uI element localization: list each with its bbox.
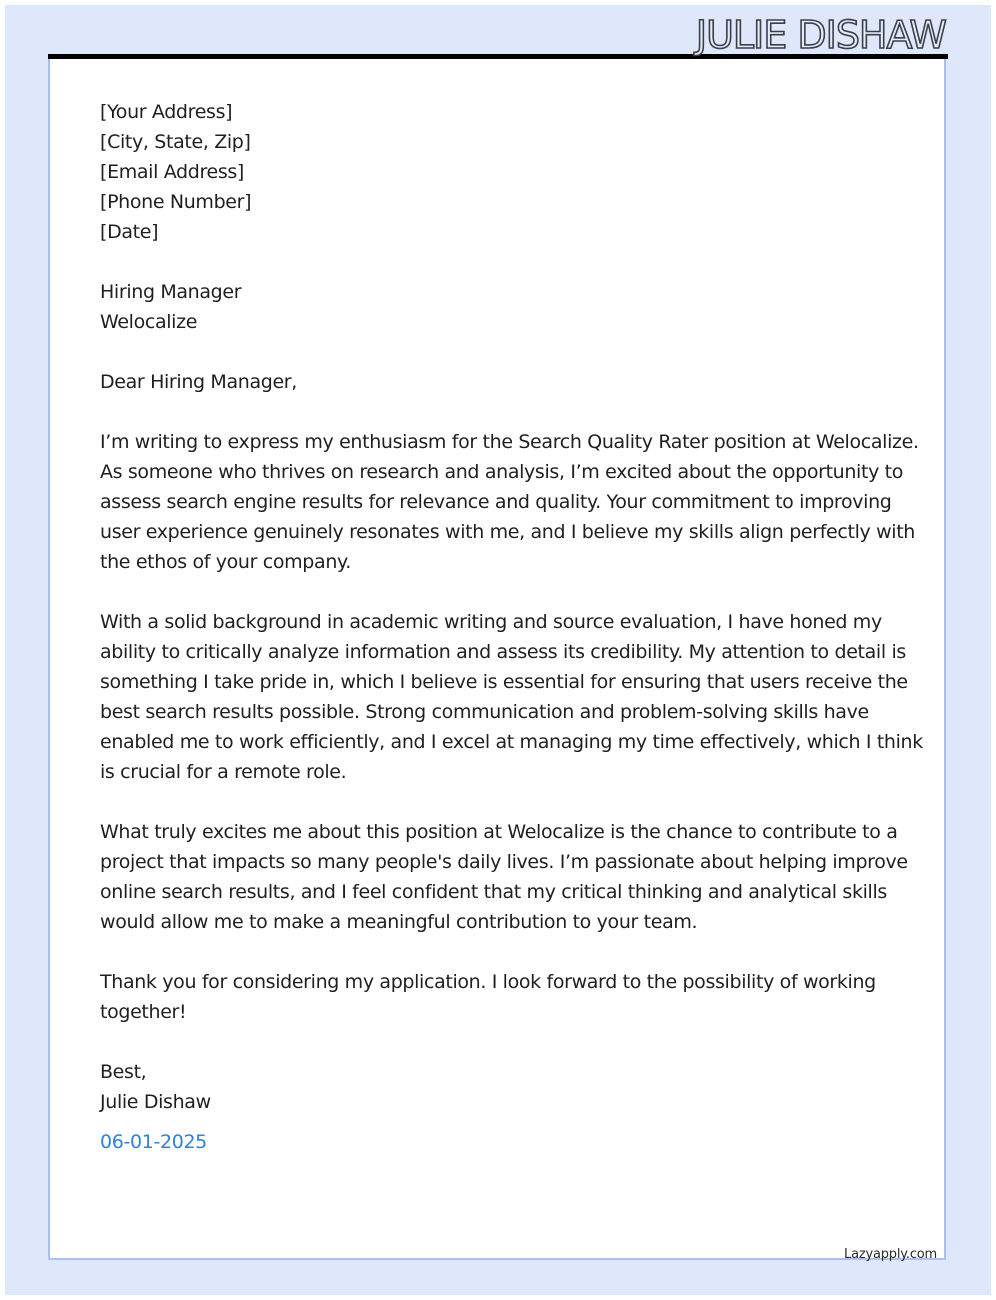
recipient-title: Hiring Manager [100, 281, 242, 303]
paragraph-line: I’m writing to express my enthusiasm for the Search Quality Rater position at Welocalize. [100, 431, 919, 453]
paragraph-line: something I take pride in, which I believe is essential for ensuring that users receive the [100, 671, 908, 693]
paragraph-line: What truly excites me about this position at Welocalize is the chance to contribute to a [100, 821, 898, 843]
closing-date: 06-01-2025 [100, 1131, 207, 1153]
paragraph-line: together! [100, 1001, 187, 1023]
sender-city-state-zip: [City, State, Zip] [100, 131, 251, 153]
paragraph-3 [100, 817, 908, 937]
recipient-company: Welocalize [100, 311, 198, 333]
salutation-text: Dear Hiring Manager, [100, 371, 297, 393]
sender-date: [Date] [100, 221, 159, 243]
paragraph-line: assess search engine results for relevance and quality. Your commitment to improving [100, 491, 892, 513]
paragraph-line: ability to critically analyze information and assess its credibility. My attention to detail is [100, 641, 906, 663]
paragraph-line: Thank you for considering my application. I look forward to the possibility of working [100, 971, 876, 993]
closing-name: Julie Dishaw [100, 1091, 211, 1113]
paragraph-4 [100, 967, 900, 1027]
paragraph-line: is crucial for a remote role. [100, 761, 347, 783]
sender-phone: [Phone Number] [100, 191, 252, 213]
footer-brand: Lazyapply.com [844, 1247, 937, 1262]
salutation [100, 367, 900, 397]
paragraph-line: enabled me to work efficiently, and I excel at managing my time effectively, which I think [100, 731, 923, 753]
paragraph-line: With a solid background in academic writing and source evaluation, I have honed my [100, 611, 882, 633]
paragraph-line: As someone who thrives on research and analysis, I’m excited about the opportunity to [100, 461, 904, 483]
sender-block [100, 97, 900, 247]
recipient-block [100, 277, 900, 337]
paragraph-line: the ethos of your company. [100, 551, 351, 573]
paragraph-line: project that impacts so many people's daily lives. I’m passionate about helping improve [100, 851, 908, 873]
closing-block [100, 1057, 900, 1157]
header-name: JULIE DISHAW [695, 13, 946, 57]
paragraph-line: would allow me to make a meaningful contribution to your team. [100, 911, 698, 933]
paragraph-line: online search results, and I feel confident that my critical thinking and analytical skills [100, 881, 887, 903]
letter-body [100, 97, 923, 1157]
sender-address: [Your Address] [100, 101, 233, 123]
paragraph-2 [100, 607, 923, 787]
paragraph-line: best search results possible. Strong communication and problem-solving skills have [100, 701, 869, 723]
closing-signoff: Best, [100, 1061, 147, 1083]
paragraph-line: user experience genuinely resonates with me, and I believe my skills align perfectly with [100, 521, 916, 543]
paragraph-1 [100, 427, 919, 577]
sender-email: [Email Address] [100, 161, 244, 183]
